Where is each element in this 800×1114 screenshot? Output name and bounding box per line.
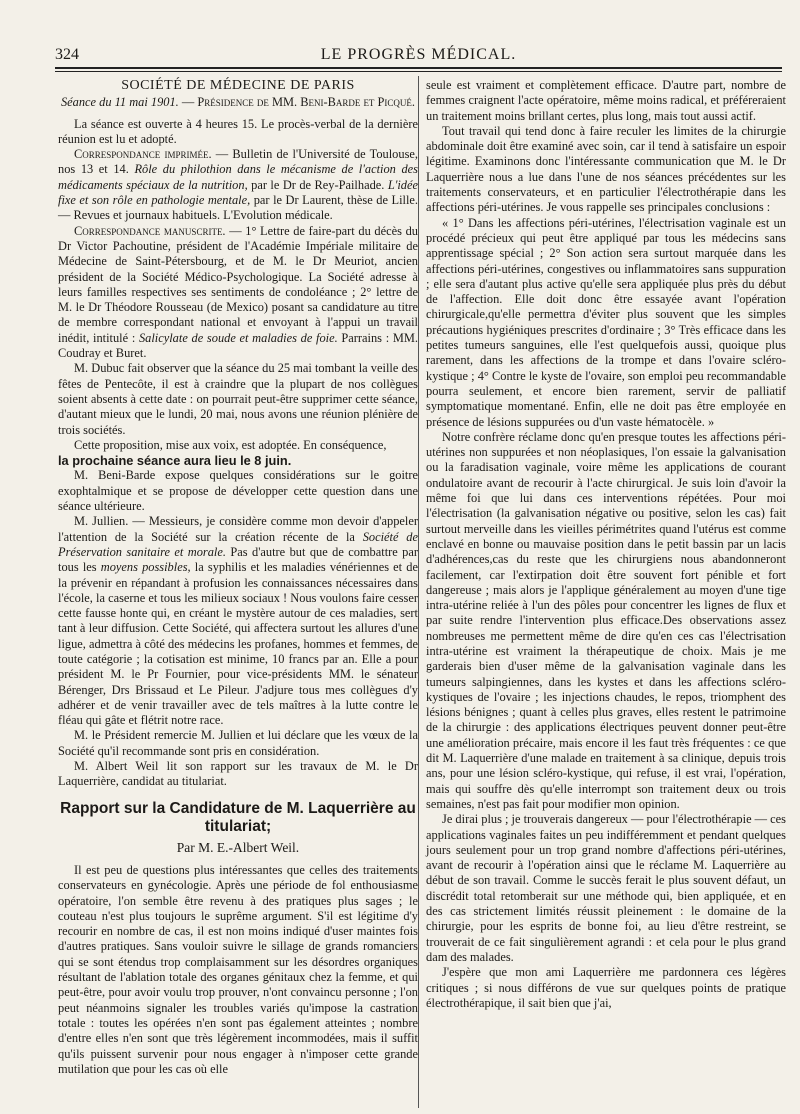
paragraph-rapport: Il est peu de questions plus intéressantes que celles des traitements conservateurs en gynécologie. Après une période de fol enthousiasme opératoire, l'on semble être revenu à des pratiques plus sages ; le couteau n'est plus toujours le suprême argument. S'il est légitime d'y recourir en nombre de cas, il est non moins indiqué d'user maintes fois d'autres pratiques. Sans vouloir suivre le sillage de grands romanciers qui se sont étendus trop complaisamment sur les désordres organiques résultant de l'ablation totale des organes génitaux chez la femme, et qui peut-être, pour avoir voulu trop prouver, n'ont convaincu personne ; l'on peut néanmoins signaler les troubles variés qu'impose la castration totale : toutes les opérées n'en sont pas également atteintes ; nombre d'entre elles n'en sont que très légèrement incommodées, mais il suffit qu'ils puissent survenir pour nous engager à n'imposer cette grande mutilation que pour les cas où elle	[58, 862, 418, 1076]
rapport-author: Par M. E.-Albert Weil.	[176, 839, 300, 855]
ci-title-1: Rôle du philothion dans le mécanisme de l'action des médicaments spéciaux de la nutrition,	[58, 162, 418, 192]
ci-text-c: par le Dr Laurent, thèse de Lille. — Revues et journaux habituels. L'Evolution médicale.	[58, 193, 418, 223]
paragraph-correspondance-imprimee	[58, 147, 418, 223]
paragraph-proposition: Cette proposition, mise aux voix, est adoptée. En conséquence,	[74, 437, 387, 452]
paragraph-dubuc: M. Dubuc fait observer que la séance du 25 mai tombant la veille des fêtes de Pentecôte, il est à craindre que la plupart de nos collègues soient absents à cette date : on pourrait peut-être supprimer cette séance, d'autant mieux que le lundi, 20 mai, nous avons une réunion plénière de trois sociétés.	[58, 361, 418, 437]
rapport-title: Rapport sur la Candidature de M. Laquerrière au titulariat;	[60, 799, 416, 835]
paragraph-tout-travail: Tout travail qui tend donc à faire reculer les limites de la chirurgie abdominale doit être examiné avec soin, car il tend à satisfaire un espoir légitime. Examinons donc l'intéressante communication que M. le Dr Laquerrière nous a lue dans l'une de nos séances précédentes sur les traitements conservateurs, et en particulier l'électrothérapie dans les affections péri-utérines. Je vous rappelle ses principales conclusions :	[426, 123, 786, 215]
paragraph-conclusions-quote: « 1° Dans les affections péri-utérines, l'électrisation vaginale est un procédé précieux qui peut être appliqué par tous les médecins sans apprentissage spécial ; 2° Son action sera surtout marquée dans les affections péri-utérines, congestives ou inflammatoires sans suppuration ; elle sera d'autant plus active qu'elle sera appliquée plus près du début de l'affection. Elle doit donc être essayée avant l'opération chirurgicale,qu'elle permettra d'éviter plus souvent que les simples précautions hygiéniques prescrites d'ordinaire ; 3° Très efficace dans les petites tumeurs sanguines, elle l'est quelquefois aussi, quoique plus rarement, dans les affections de la trompe et dans l'ovaire scléro-kystique ; 4° Contre le kyste de l'ovaire, son emploi peu recommandable pourra seulement, et encore bien rarement, servir de palliatif symptomatique momentané. Enfin, elle ne doit pas être employée en présence de lésions suppurées ou d'un vaste hématocèle. »	[426, 215, 786, 429]
correspondance-imprimee-label: Correspondance imprimée.	[74, 147, 212, 162]
cm-text-b: Parrains : MM. Coudray et Buret.	[58, 330, 418, 361]
cm-title: Salicylate de soude et maladies de foie.	[138, 330, 338, 345]
ci-text-a: — Bulletin de l'Université de Toulouse, nos 13 et 14.	[58, 147, 418, 177]
column-divider	[418, 76, 419, 1108]
jullien-society-name: Société de Préservation sanitaire et morale.	[58, 529, 418, 559]
ci-title-2: L'idée fixe et son rôle en pathologie mentale,	[58, 177, 419, 208]
paragraph-weil: M. Albert Weil lit son rapport sur les travaux de M. le Dr Laquerrière, candidat au titulariat.	[58, 759, 418, 789]
seance-line	[58, 95, 418, 110]
paragraph-correspondance-manuscrite	[58, 224, 418, 362]
society-title: SOCIÉTÉ DE MÉDECINE DE PARIS	[121, 78, 355, 93]
jullien-text-a: M. Jullien. — Messieurs, je considère comme mon devoir d'appeler l'attention de la Société sur la création récente de la	[58, 514, 418, 544]
paragraph-continuation: seule est vraiment et complètement efficace. D'autre part, nombre de femmes craignent l'acte opératoire, même moins radical, et préféreraient un traitement moins brillant certes, plus long, mais tout aussi actif.	[426, 78, 786, 123]
paragraph-jullien	[58, 514, 418, 728]
cm-text-a: — 1° Lettre de faire-part du décès du Dr Victor Pachoutine, président de l'Académie Impériale militaire de Médecine de Saint-Pétersbourg, et de M. le Dr Meuriot, ancien président de la Société Médico-Psychologique. La Société adresse à leurs familles respectives ses sentiments de condoléance ; 2° lettre de M. le Dr Théodore Rousseau (de Mexico) posant sa candidature au titre de membre correspondant national et envoyant à l'appui un travail inédit, intitulé :	[58, 223, 418, 345]
right-column	[426, 78, 786, 1011]
jullien-moyens: moyens possibles,	[100, 560, 191, 575]
paragraph-notre-confrere: Notre confrère réclame donc qu'en presque toutes les affections péri-utérines non suppurées et non néoplasiques, l'on essaie la galvanisation ou la faradisation vaginale, voire même les applications de courant ondulatoire avant de recourir à l'acte chirurgical. Je suis loin d'avoir la même foi que lui dans ces interventions répétées. Pour moi l'électrisation (la galvanisation négative ou positive, selon les cas) fait surtout merveille dans les vieilles périmétrites quand l'utérus est comme enclavé en bonne ou mauvaise position dans le petit bassin par un lacis d'adhérences,cas du reste que les chirurgiens nous abandonneront facilement, car l'extirpation doit être souvent fort pénible et fort dangereuse ; mais alors je l'applique généralement au moyen d'une tige intra-utérine reliée à l'un des pôles pour concentrer les lignes de flux et par suite rendre l'intervention plus efficace.Des observations assez nombreuses me permettent même de dire qu'en ces cas l'électrisation intra-utérine est vraiment la thérapeutique de choix. Mais je me garderais bien d'user même de la galvanisation vaginale dans les tumeurs salpingiennes, dans les kystes et dans les affections scléro-kystiques de l'ovaire ; les injections chaudes, le repos, triomphent des lésions bénignes ; quant à celles plus graves, elles restent le patrimoine de la chirurgie : des applications électriques peuvent donner peut-être une amélioration précaire, mais encore il les faut très fréquentes : ce que dit M. Laquerrière d'une malade en traitement à sa clinique, depuis trois ans, pour une lésion scléro-kystique, qui refuse, il est vrai, l'opération, mais qui souffre dès qu'elle interrompt son traitement deux ou trois semaines, n'est pas fait pour modifier mon opinion.	[426, 429, 786, 811]
paragraph-ouverture: La séance est ouverte à 4 heures 15. Le procès-verbal de la dernière réunion est lu et adopté.	[58, 116, 418, 146]
left-column	[58, 78, 418, 1077]
ci-text-b: par le Dr de Rey-Pailhade.	[247, 177, 388, 192]
jullien-text-b: Pas d'autre but que de combattre par tous les	[58, 544, 418, 575]
running-title: LE PROGRÈS MÉDICAL.	[320, 46, 517, 63]
seance-presidence: — Présidence de MM. Beni-Barde et Picqué.	[181, 95, 416, 110]
page-number: 324	[55, 46, 79, 63]
prochaine-seance: la prochaine séance aura lieu le 8 juin.	[58, 453, 292, 469]
jullien-text-c: la syphilis et les maladies vénériennes et de la prévenir en répandant à profusion les connaissances nécessaires dans l'école, la caserne et tous les milieux sociaux ! Nous voulons faire cesser cette fausse honte qui, en créant le mystère autour de ces maladies, sert tant à leur diffusion. Cette Société, qui affectera surtout les allures d'une ligue, admettra à côté des médecins les profanes, hommes et femmes, de toute catégorie ; la cotisation est minime, 10 francs par an. Elle a pour président M. le Pr Fournier, pour vice-présidents MM. le sénateur Bérenger, Drs Brissaud et Le Pileur. J'adjure tous mes collègues d'y adhérer et de venir travailler avec de tels maîtres à la lutte contre le fléau qui gâte et flétrit notre race.	[58, 560, 418, 728]
correspondance-manuscrite-label: Correspondance manuscrite.	[74, 223, 226, 238]
paragraph-jespere: J'espère que mon ami Laquerrière me pardonnera ces légères critiques ; si nous différons de vue sur quelques points de pratique électrothérapique, il sait bien que j'ai,	[426, 965, 786, 1010]
paragraph-president: M. le Président remercie M. Jullien et lui déclare que les vœux de la Société qu'il recommande sont pris en considération.	[58, 728, 418, 758]
paragraph-je-dirai: Je dirai plus ; je trouverais dangereux — pour l'électrothérapie — ces applications vaginales faites un peu indifféremment et pendant quelques jours seulement pour un trop grand nombre d'affections péri-utérines, avant de recourir à l'opération ainsi que le réclame M. Laquerrière au début de son travail. Comme le succès ferait le plus souvent défaut, un discrédit total retomberait sur une méthode qui, bien appliquée, et en des cas strictement limités réussit pleinement : le domaine de la chirurgie, pour les esprits de bonne foi, au lieu d'être restreint, se trouverait de ce fait singulièrement agrandi : et cela pour le plus grand dam des malades.	[426, 812, 786, 964]
header-rule	[55, 67, 782, 72]
page-header	[55, 46, 782, 68]
paragraph-beni-barde: M. Beni-Barde expose quelques considérations sur le goitre exophtalmique et se propose de développer cette question dans une séance ultérieure.	[58, 468, 418, 514]
seance-date: Séance du 11 mai 1901.	[60, 95, 179, 110]
